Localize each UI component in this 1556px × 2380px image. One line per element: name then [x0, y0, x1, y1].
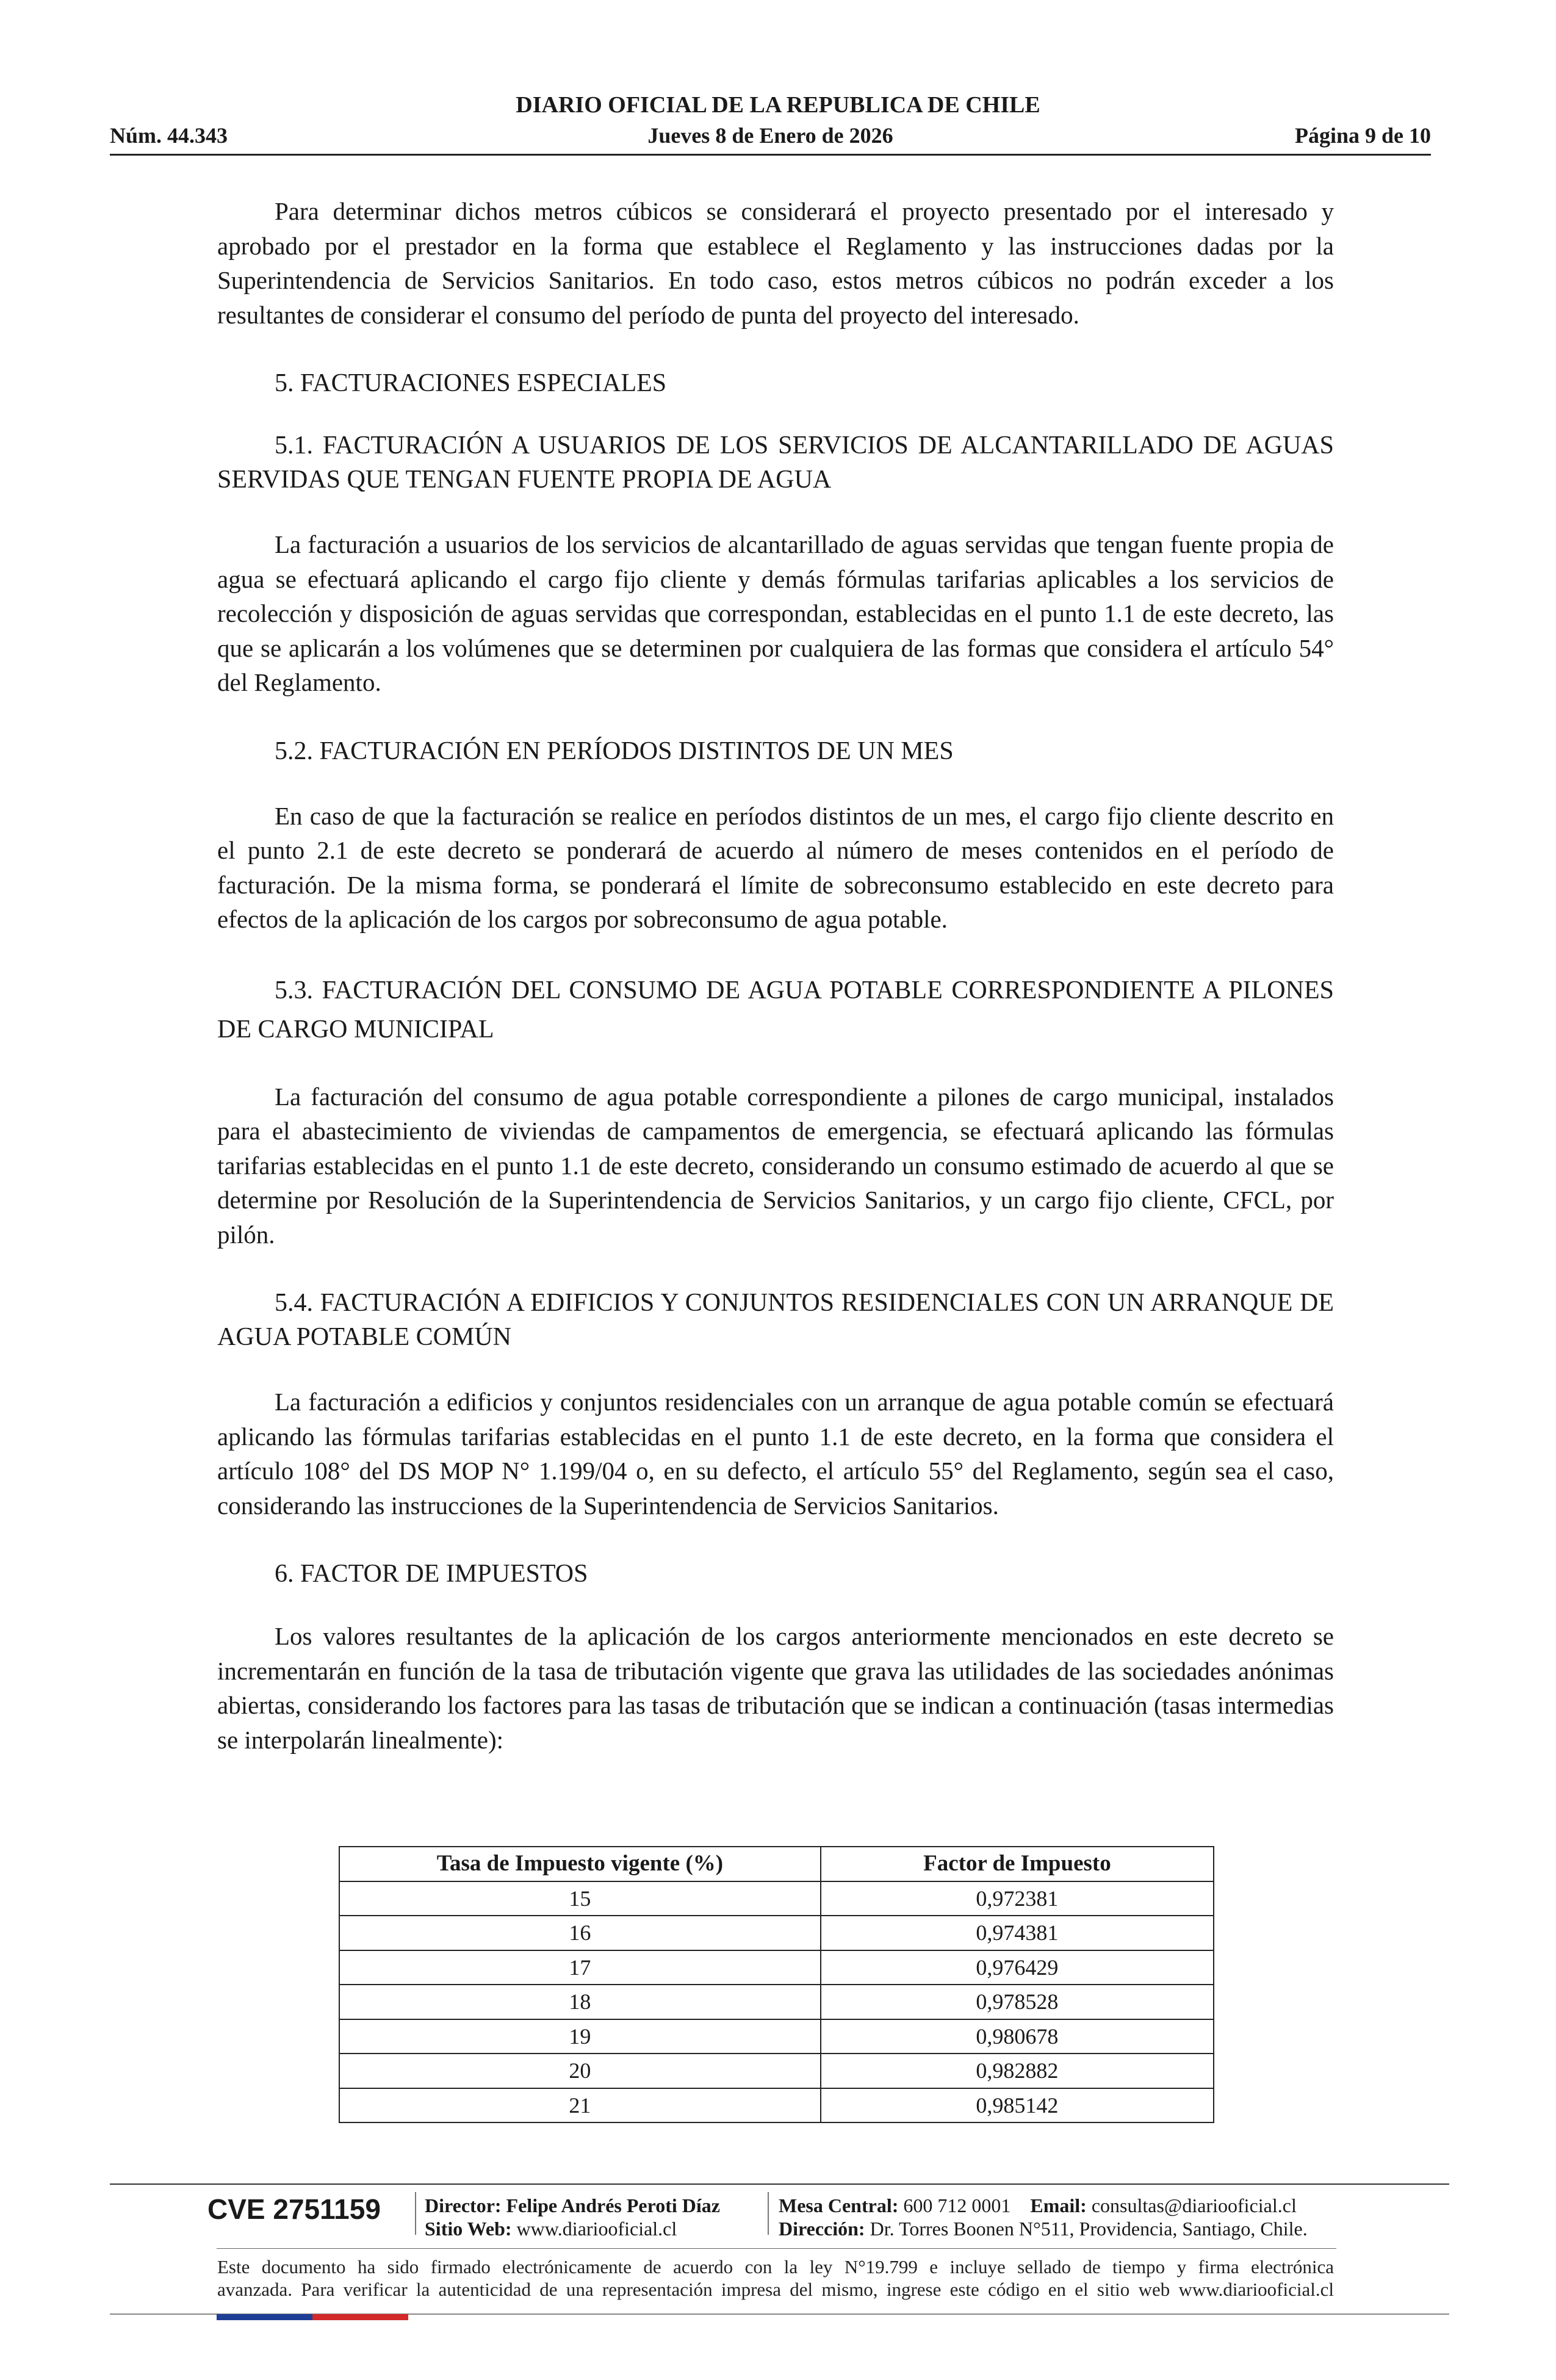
- email-label: Email:: [1030, 2194, 1087, 2216]
- table-row: [339, 1985, 1214, 2019]
- cell-tax-rate: 21: [339, 2088, 821, 2123]
- paragraph-5-2: En caso de que la facturación se realice en períodos distintos de un mes, el cargo fijo cliente descrito en el punto 2.1 de este decreto se ponderará de acuerdo al número de meses contenidos en el período de facturación. De la misma forma, se ponderará el límite de sobreconsumo establecido en este decreto para efectos de la aplicación de los cargos por sobreconsumo de agua potable.: [217, 801, 1334, 933]
- section-heading-5-4: 5.4. FACTURACIÓN A EDIFICIOS Y CONJUNTOS RESIDENCIALES CON UN ARRANQUE DE AGUA POTABLE COMÚN: [217, 1289, 1334, 1351]
- issue-date: Jueves 8 de Enero de 2026: [647, 123, 893, 148]
- cell-tax-rate: 15: [339, 1881, 821, 1916]
- cell-tax-rate: 17: [339, 1950, 821, 1985]
- website-link[interactable]: www.diariooficial.cl: [516, 2218, 677, 2240]
- newspaper-title: DIARIO OFICIAL DE LA REPUBLICA DE CHILE: [516, 92, 1040, 118]
- table-row: [339, 2054, 1214, 2088]
- director-name: Felipe Andrés Peroti Díaz: [506, 2194, 720, 2216]
- table-row: [339, 2019, 1214, 2054]
- signature-notice: [217, 2256, 1334, 2301]
- cell-tax-factor: 0,978528: [821, 1985, 1214, 2019]
- table-row: [339, 1881, 1214, 1916]
- column-header-tax-rate: Tasa de Impuesto vigente (%): [339, 1847, 821, 1881]
- signature-notice-line: avanzada. Para verificar la autenticidad de una representación impresa del mismo, ingrese este código en el sitio web www.diariooficial.cl: [217, 2279, 1334, 2300]
- table-header-row: [339, 1847, 1214, 1881]
- flag-stripe-red: [312, 2314, 408, 2320]
- cell-tax-factor: 0,974381: [821, 1916, 1214, 1950]
- paragraph-5-3: La facturación del consumo de agua potable correspondiente a pilones de cargo municipal, instalados para el abastecimiento de viviendas de campamentos de emergencia, se efectuará aplicando las fórmulas tarifarias establecidas en el punto 1.1 de este decreto, considerando un consumo estimado de acuerdo al que se determine por Resolución de la Superintendencia de Servicios Sanitarios, y un cargo fijo cliente, CFCL, por pilón.: [217, 1082, 1334, 1249]
- footer-director-block: [425, 2194, 720, 2240]
- cell-tax-factor: 0,972381: [821, 1881, 1214, 1916]
- issue-number: Núm. 44.343: [110, 123, 228, 148]
- address-text: Dr. Torres Boonen N°511, Providencia, Santiago, Chile.: [870, 2218, 1308, 2240]
- address-label: Dirección:: [779, 2218, 865, 2240]
- director-label: Director:: [425, 2194, 502, 2216]
- phone-label: Mesa Central:: [779, 2194, 899, 2216]
- footer-top-divider: [110, 2183, 1449, 2185]
- section-heading-6: 6. FACTOR DE IMPUESTOS: [275, 1560, 588, 1588]
- footer-contact-block: [779, 2194, 1308, 2240]
- flag-stripe-blue: [217, 2314, 312, 2320]
- paragraph-6: Los valores resultantes de la aplicación de los cargos anteriormente mencionados en este decreto se incrementarán en función de la tasa de tributación vigente que grava las utilidades de las sociedades anónimas abiertas, considerando los factores para las tasas de tributación que se indican a continuación (tasas intermedias se interpolarán linealmente):: [217, 1622, 1334, 1754]
- paragraph-5-4: La facturación a edificios y conjuntos residenciales con un arranque de agua potable común se efectuará aplicando las fórmulas tarifarias establecidas en el punto 1.1 de este decreto, en la forma que considera el artículo 108° del DS MOP N° 1.199/04 o, en su defecto, el artículo 55° del Reglamento, según sea el caso, considerando las instrucciones de la Superintendencia de Servicios Sanitarios.: [217, 1388, 1334, 1520]
- table-row: [339, 1916, 1214, 1950]
- section-heading-5-1: 5.1. FACTURACIÓN A USUARIOS DE LOS SERVICIOS DE ALCANTARILLADO DE AGUAS SERVIDAS QUE TENGAN FUENTE PROPIA DE AGUA: [217, 431, 1334, 494]
- cell-tax-factor: 0,976429: [821, 1950, 1214, 1985]
- cell-tax-rate: 16: [339, 1916, 821, 1950]
- footer-mid-divider: [217, 2248, 1336, 2249]
- email-link[interactable]: consultas@diariooficial.cl: [1091, 2194, 1297, 2216]
- cell-tax-factor: 0,980678: [821, 2019, 1214, 2054]
- cell-tax-rate: 18: [339, 1985, 821, 2019]
- section-heading-5-3: 5.3. FACTURACIÓN DEL CONSUMO DE AGUA POTABLE CORRESPONDIENTE A PILONES DE CARGO MUNICIPAL: [217, 976, 1334, 1044]
- paragraph-5-1: La facturación a usuarios de los servicios de alcantarillado de aguas servidas que tengan fuente propia de agua se efectuará aplicando el cargo fijo cliente y demás fórmulas tarifarias aplicables a los servicios de recolección y disposición de aguas servidas que correspondan, establecidas en el punto 1.1 de este decreto, las que se aplicarán a los volúmenes que se determinen por cualquiera de las formas que considera el artículo 54° del Reglamento.: [217, 530, 1334, 696]
- website-label: Sitio Web:: [425, 2218, 512, 2240]
- page-indicator: Página 9 de 10: [1294, 123, 1431, 148]
- footer-separator: [768, 2192, 769, 2235]
- signature-notice-line: Este documento ha sido firmado electrónicamente de acuerdo con la ley N°19.799 e incluye sellado de tiempo y firma electrónica: [217, 2256, 1334, 2277]
- header-divider: [110, 154, 1431, 156]
- header-row: [110, 122, 1431, 149]
- footer-separator: [415, 2192, 416, 2235]
- cell-tax-rate: 20: [339, 2054, 821, 2088]
- phone-number: 600 712 0001: [903, 2194, 1011, 2216]
- table-row: [339, 2088, 1214, 2123]
- paragraph-intro: Para determinar dichos metros cúbicos se considerará el proyecto presentado por el interesado y aprobado por el prestador en la forma que establece el Reglamento y las instrucciones dadas por la Superintendencia de Servicios Sanitarios. En todo caso, estos metros cúbicos no podrán exceder a los resultantes de considerar el consumo del período de punta del proyecto del interesado.: [217, 197, 1334, 329]
- cell-tax-rate: 19: [339, 2019, 821, 2054]
- table-row: [339, 1950, 1214, 1985]
- cell-tax-factor: 0,985142: [821, 2088, 1214, 2123]
- column-header-tax-factor: Factor de Impuesto: [821, 1847, 1214, 1881]
- cve-code: CVE 2751159: [207, 2193, 381, 2225]
- document-body: [217, 194, 1334, 1791]
- cell-tax-factor: 0,982882: [821, 2054, 1214, 2088]
- section-heading-5: 5. FACTURACIONES ESPECIALES: [275, 369, 667, 397]
- section-heading-5-2: 5.2. FACTURACIÓN EN PERÍODOS DISTINTOS DE UN MES: [275, 737, 954, 765]
- tax-factor-table: [339, 1846, 1214, 2123]
